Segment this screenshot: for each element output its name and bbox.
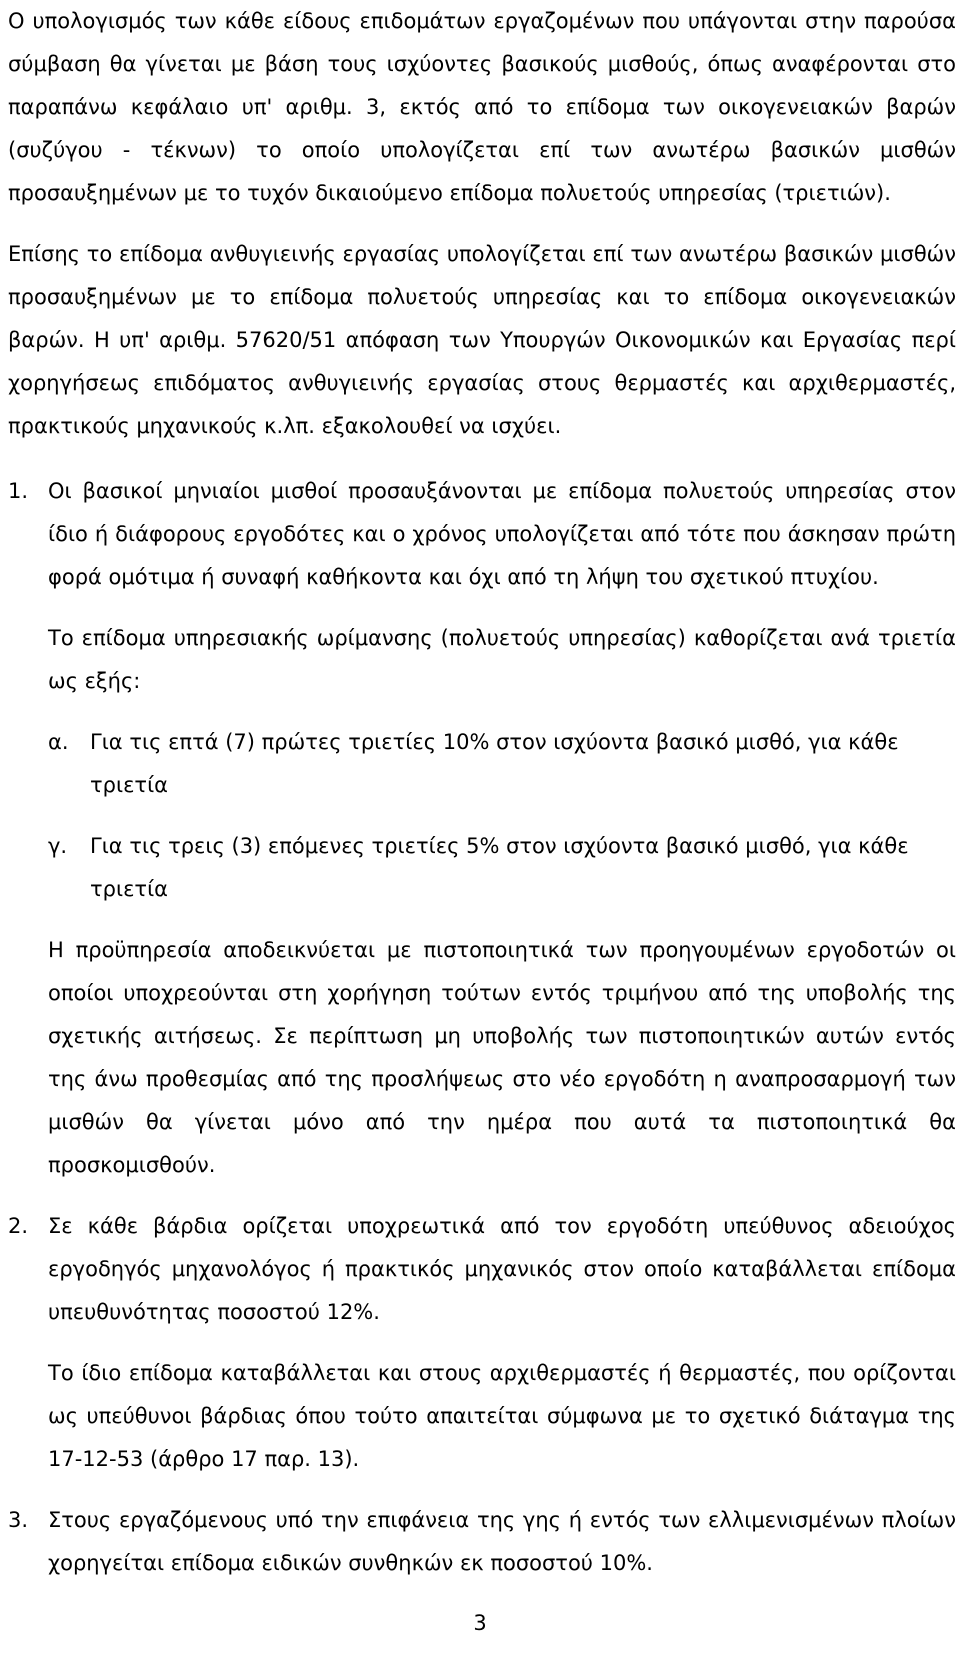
list-item-text: Οι βασικοί μηνιαίοι μισθοί προσαυξάνονται με επίδομα πολυετούς υπηρεσίας στον ίδιο ή διάφορους εργοδότες και ο χρόνος υπολογίζεται από τότε που άσκησαν πρώτη φορά ομότιμα ή συναφή καθήκοντα και όχι από τη λήψη του σχετικού πτυχίου.	[48, 479, 956, 589]
list-item-body	[48, 1205, 956, 1334]
sub-item-a	[8, 721, 956, 807]
paragraph-unhealthy-work: Επίσης το επίδομα ανθυγιεινής εργασίας υπολογίζεται επί των ανωτέρω βασικών μισθών προσαυξημένων με το επίδομα πολυετούς υπηρεσίας και το επίδομα οικογενειακών βαρών. Η υπ' αριθμ. 57620/51 απόφαση των Υπουργών Οικονομικών και Εργασίας περί χορηγήσεως επιδόματος ανθυγιεινής εργασίας στους θερμαστές και αρχιθερμαστές, πρακτικούς μηχανικούς κ.λπ. εξακολουθεί να ισχύει.	[8, 242, 956, 438]
list-item-text: Στους εργαζόμενους υπό την επιφάνεια της γης ή εντός των ελλιμενισμένων πλοίων χορηγείται επίδομα ειδικών συνθηκών εκ ποσοστού 10%.	[48, 1508, 956, 1575]
list-item-body	[48, 470, 956, 599]
list-item-number: 1.	[8, 479, 29, 503]
paragraph-seniority-intro: Το επίδομα υπηρεσιακής ωρίμανσης (πολυετούς υπηρεσίας) καθορίζεται ανά τριετία ως εξής:	[48, 626, 956, 693]
sub-item-letter: α.	[48, 730, 69, 754]
list-item-number: 2.	[8, 1214, 29, 1238]
page-number: 3	[473, 1611, 487, 1635]
sub-item-letter: γ.	[48, 834, 68, 858]
sub-item-text: Για τις τρεις (3) επόμενες τριετίες 5% στον ισχύοντα βασικό μισθό, για κάθε τριετία	[90, 834, 909, 901]
list-item-2	[8, 1205, 956, 1334]
list-item-number: 3.	[8, 1508, 29, 1532]
list-item-body	[48, 1499, 956, 1585]
document-body	[8, 0, 956, 1585]
sub-item-g	[8, 825, 956, 911]
paragraph-shift-responsibility: Το ίδιο επίδομα καταβάλλεται και στους αρχιθερμαστές ή θερμαστές, που ορίζονται ως υπεύθυνοι βάρδιας όπου τούτο απαιτείται σύμφωνα με το σχετικό διάταγμα της 17-12-53 (άρθρο 17 παρ. 13).	[48, 1361, 956, 1471]
paragraph-allowance-calculation: Ο υπολογισμός των κάθε είδους επιδομάτων εργαζομένων που υπάγονται στην παρούσα σύμβαση θα γίνεται με βάση τους ισχύοντες βασικούς μισθούς, όπως αναφέρονται στο παραπάνω κεφάλαιο υπ' αριθμ. 3, εκτός από το επίδομα των οικογενειακών βαρών (συζύγου - τέκνων) το οποίο υπολογίζεται επί των ανωτέρω βασικών μισθών προσαυξημένων με το τυχόν δικαιούμενο επίδομα πολυετούς υπηρεσίας (τριετιών).	[8, 9, 956, 205]
sub-item-text: Για τις επτά (7) πρώτες τριετίες 10% στον ισχύοντα βασικό μισθό, για κάθε τριετία	[90, 730, 899, 797]
list-item-1	[8, 470, 956, 599]
list-item-3	[8, 1499, 956, 1585]
list-item-text: Σε κάθε βάρδια ορίζεται υποχρεωτικά από τον εργοδότη υπεύθυνος αδειούχος εργοδηγός μηχανολόγος ή πρακτικός μηχανικός στον οποίο καταβάλλεται επίδομα υπευθυνότητας ποσοστού 12%.	[48, 1214, 956, 1324]
paragraph-prior-service-proof: Η προϋπηρεσία αποδεικνύεται με πιστοποιητικά των προηγουμένων εργοδοτών οι οποίοι υποχρεούνται στη χορήγηση τούτων εντός τριμήνου από της υποβολής της σχετικής αιτήσεως. Σε περίπτωση μη υποβολής των πιστοποιητικών αυτών εντός της άνω προθεσμίας από της προσλήψεως στο νέο εργοδότη η αναπροσαρμογή των μισθών θα γίνεται μόνο από την ημέρα που αυτά τα πιστοποιητικά θα προσκομισθούν.	[48, 938, 956, 1177]
